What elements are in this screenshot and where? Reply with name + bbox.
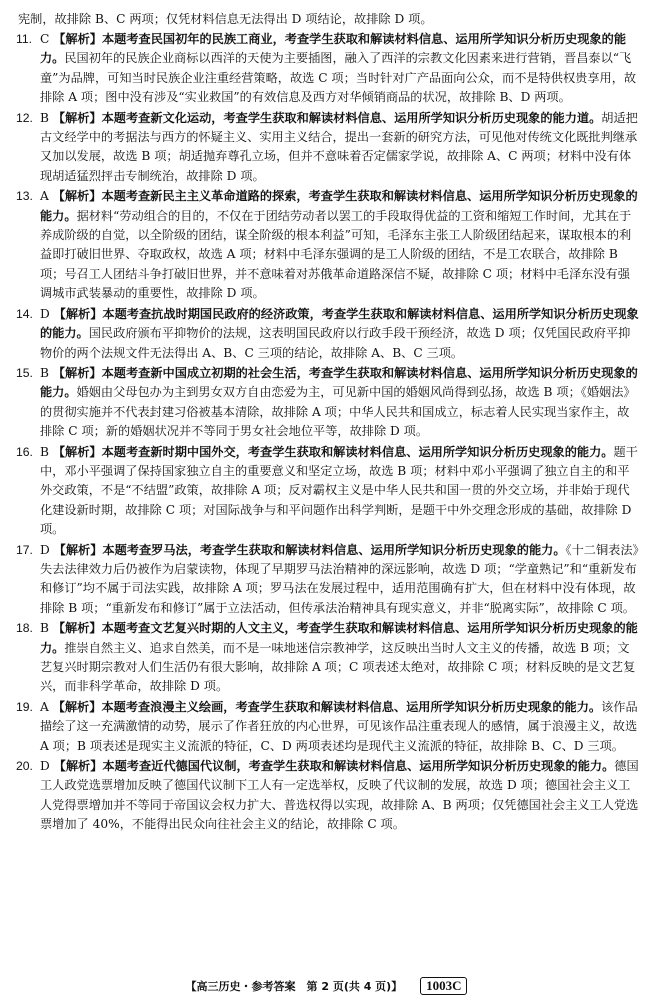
footer-text: 【高三历史・参考答案 第 2 页(共 4 页)】 [185, 980, 403, 993]
answer-item [16, 109, 640, 187]
analysis-theme: 本题考查近代德国代议制，考查学生获取和解读材料信息、运用所学知识分析历史现象的能力。 [102, 759, 615, 774]
answer-letter: D [40, 542, 50, 557]
analysis-body: 《十二铜表法》失去法律效力后仍被作为启蒙读物，体现了早期罗马法治精神的深远影响，故选 D 项；“学童熟记”和“重新发布和修订”均不属于司法实践，故排除 A 项；罗马法在发展过程中，适用范围确有扩大，但在材料中没有体现，故排除 B 项；“重新发布和修订”属于立法活动，但传承法治精神具有现实意义，并非“脱离实际”，故排除 C 项。 [40, 542, 639, 615]
analysis-tag: 【解析】 [53, 542, 103, 557]
question-number: 18. [16, 621, 33, 636]
analysis-tag: 【解析】 [52, 444, 102, 459]
analysis-tag: 【解析】 [53, 759, 103, 774]
question-number: 14. [16, 306, 33, 321]
analysis-theme: 本题考查民国初年的民族工商业，考查学生获取和解读材料信息、运用所学知识分析历史现象的能力。 [40, 32, 627, 66]
page-footer [0, 977, 653, 995]
continued-paragraph: 宪制，故排除 B、C 两项；仅凭材料信息无法得出 D 项结论，故排除 D 项。 [18, 12, 433, 26]
answer-item [16, 364, 640, 442]
question-number: 17. [16, 542, 33, 557]
answer-item [16, 619, 640, 697]
answer-letter: D [40, 306, 50, 321]
analysis-tag: 【解析】 [52, 365, 102, 380]
analysis-theme: 本题考查文艺复兴时期的人文主义，考查学生获取和解读材料信息、运用所学知识分析历史现象的能力。 [40, 621, 638, 655]
analysis-theme: 本题考查抗战时期国民政府的经济政策，考查学生获取和解读材料信息、运用所学知识分析历史现象的能力。 [40, 306, 639, 341]
analysis-body: 婚姻由父母包办为主到男女双方自由恋爱为主，可见新中国的婚姻风尚得到弘扬，故选 B 项；《婚姻法》的贯彻实施并不代表封建习俗被基本清除，故排除 A 项；中华人民共和国成立，标志着人民实现当家作主，故排除 C 项；新的婚姻状况并不等同于男女社会地位平等，故排除 D 项。 [40, 385, 636, 439]
analysis-tag: 【解析】 [52, 110, 102, 125]
analysis-theme: 本题考查新文化运动，考查学生获取和解读材料信息、运用所学知识分析历史现象的能力道。 [101, 110, 602, 125]
question-number: 11. [16, 32, 33, 46]
analysis-body: 胡适把古文经学中的考据法与西方的怀疑主义、实用主义结合，提出一套新的研究方法，可见他对传统文化既批判继承又加以发展，故选 B 项；胡适抛弃尊孔立场，但并不意味着否定儒家学说，故排除 A、C 两项；材料中没有体现胡适猛烈抨击专制统治，故排除 D 项。 [40, 110, 638, 183]
answer-item [16, 305, 640, 363]
analysis-tag: 【解析】 [52, 699, 102, 714]
analysis-theme: 本题考查新民主主义革命道路的探索，考查学生获取和解读材料信息、运用所学知识分析历史现象的能力。 [40, 189, 638, 223]
answer-item [16, 541, 640, 619]
answer-item [16, 757, 640, 835]
analysis-body: 德国工人政党选票增加反映了德国代议制下工人有一定选举权，反映了代议制的发展，故选 D 项；德国社会主义工人党得票增加并不等同于帝国议会权力扩大、普选权得以实现，故排除 A、B 两项；仅凭德国社会主义工人党选票增加了 40%，不能得出民众向往社会主义的结论，故排除 C 项。 [40, 759, 639, 832]
paper-code-badge: 1003C [420, 977, 467, 995]
analysis-body: 题干中，邓小平强调了保持国家独立自主的重要意义和坚定立场，故选 B 项；材料中邓小平强调了独立自主的和平外交政策，不是“不结盟”政策，故排除 A 项；反对霸权主义是中华人民共和国一贯的外交立场，并非始于现代化建设新时期，故排除 C 项；对国际战争与和平问题作出科学判断，是题干中外交理念形成的基础，故排除 D 项。 [40, 444, 638, 537]
question-number: 15. [16, 365, 33, 380]
answer-letter: C [40, 32, 50, 46]
question-number: 13. [16, 189, 33, 204]
answer-letter: B [40, 365, 49, 380]
answer-letter: A [40, 699, 49, 714]
analysis-body: 据材料“劳动组合的目的，不仅在于团结劳动者以罢工的手段取得优益的工资和缩短工作时间，尤其在于养成阶级的自觉，以全阶级的团结，谋全阶级的根本利益”可知，毛泽东主张工人阶级团结起来，谋取根本的利益即打破旧世界、夺取政权，故选 A 项；材料中毛泽东强调的是工人阶级的团结，不是工农联合，故排除 B 项；号召工人团结斗争打破旧世界，并不意味着对苏俄革命道路深信不疑，故排除 C 项；材料中毛泽东没有强调城市武装暴动的重要性，故排除 D 项。 [40, 208, 632, 301]
analysis-body: 该作品描绘了这一充满激情的动势，展示了作者狂放的内心世界，可见该作品注重表现人的感情，属于浪漫主义，故选 A 项；B 项表述是现实主义流派的特征，C、D 两项表述均是现代主义流派的特征，故排除 B、C、D 三项。 [40, 699, 638, 753]
analysis-body: 民国初年的民族企业商标以西洋的天使为主要插图，融入了西洋的宗教文化因素来进行营销，晋昌泰以“飞童”为品牌，可知当时民族企业注重经营策略，故选 C 项；当时针对广产品面向公众，而不是特供权贵享用，故排除 A 项；图中没有涉及“实业救国”的有效信息及西方对华倾销商品的状况，故排除 B、D 两项。 [40, 51, 637, 105]
question-number: 20. [16, 759, 33, 774]
answer-item [16, 698, 640, 756]
question-number: 12. [16, 110, 33, 125]
answer-item [16, 187, 640, 303]
answer-letter: B [40, 621, 49, 636]
answer-content [16, 10, 640, 835]
analysis-theme: 本题考查新时期中国外交，考查学生获取和解读材料信息、运用所学知识分析历史现象的能力。 [101, 444, 614, 459]
answer-letter: A [40, 189, 49, 204]
question-number: 19. [16, 699, 33, 714]
analysis-tag: 【解析】 [53, 306, 103, 321]
answer-item [16, 30, 640, 108]
answer-letter: B [40, 110, 49, 125]
answer-list [16, 30, 640, 835]
analysis-tag: 【解析】 [52, 189, 102, 204]
analysis-body: 国民政府颁布平抑物价的法规，这表明国民政府以行政手段干预经济，故选 D 项；仅凭国民政府平抑物价的两个法规文件无法得出 A、B、C 三项的结论，故排除 A、B、C 三项。 [40, 326, 631, 360]
analysis-tag: 【解析】 [52, 621, 102, 636]
analysis-theme: 本题考查罗马法，考查学生获取和解读材料信息、运用所学知识分析历史现象的能力。 [102, 542, 566, 557]
analysis-body: 推崇自然主义、追求自然美，而不是一味地迷信宗教神学，这反映出当时人文主义的传播，故选 B 项；文艺复兴时期宗教对人们生活仍有很大影响，故排除 A 项；C 项表述太绝对，故排除 C 项；材料反映的是文艺复兴，而非科学革命，故排除 D 项。 [40, 640, 636, 694]
analysis-theme: 本题考查新中国成立初期的社会生活，考查学生获取和解读材料信息、运用所学知识分析历史现象的能力。 [40, 365, 638, 400]
answer-letter: B [40, 444, 49, 459]
answer-letter: D [40, 759, 50, 774]
answer-item [16, 443, 640, 540]
question-number: 16. [16, 444, 33, 459]
analysis-tag: 【解析】 [53, 32, 102, 46]
analysis-theme: 本题考查浪漫主义绘画，考查学生获取和解读材料信息、运用所学知识分析历史现象的能力。 [101, 699, 602, 714]
